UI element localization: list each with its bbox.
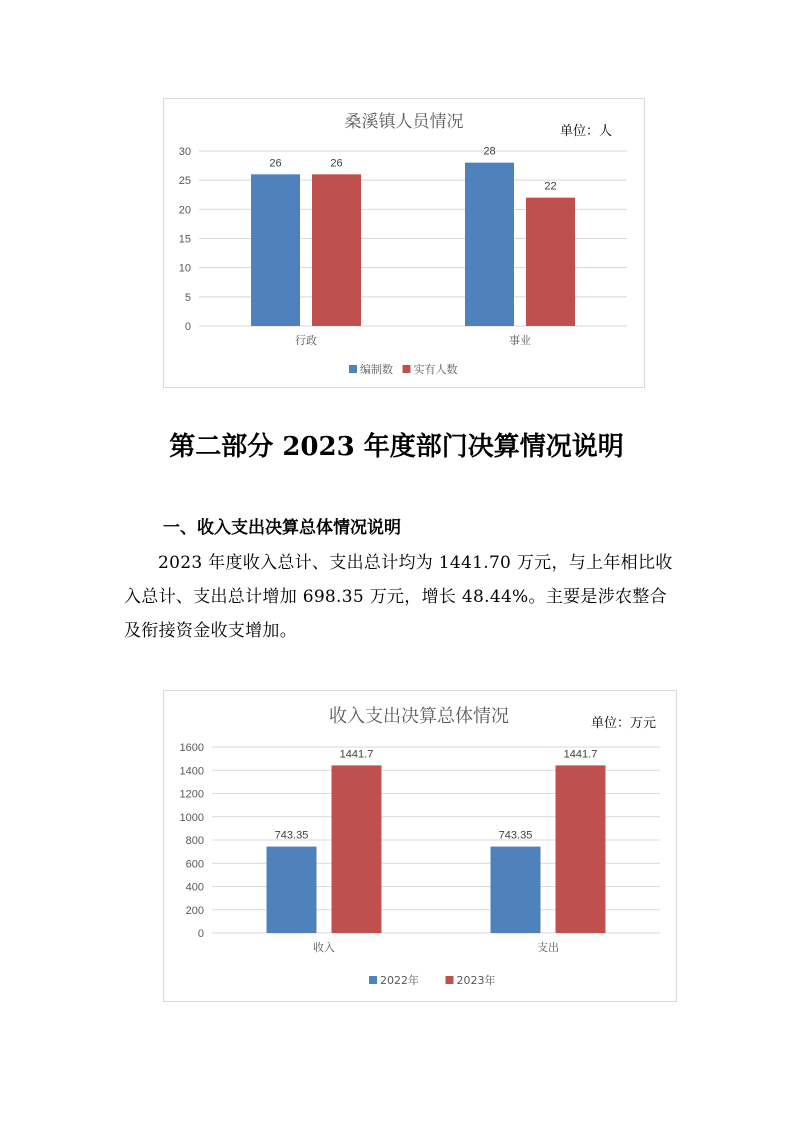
data-label: 743.35 bbox=[274, 829, 309, 842]
y-tick-label: 0 bbox=[197, 928, 204, 940]
y-tick-label: 30 bbox=[178, 146, 191, 158]
y-tick-label: 5 bbox=[184, 291, 191, 304]
y-tick-label: 1600 bbox=[179, 742, 204, 754]
legend-swatch bbox=[446, 976, 454, 984]
data-label: 26 bbox=[269, 157, 282, 170]
y-tick-label: 10 bbox=[178, 262, 191, 275]
y-tick-label: 200 bbox=[185, 904, 204, 917]
y-tick-label: 25 bbox=[178, 175, 191, 188]
income-expense-paragraph: 2023 年度收入总计、支出总计均为 1441.70 万元，与上年相比收入总计、支出总计增加 698.35 万元，增长 48.44%。主要是涉农整合及衔接资金收支增加。 bbox=[124, 553, 673, 641]
staff-chart-svg bbox=[164, 99, 644, 387]
y-tick-label: 600 bbox=[185, 858, 204, 871]
unit-label: 单位：万元 bbox=[590, 716, 656, 731]
bar-实有人数-行政 bbox=[312, 174, 361, 326]
bar-编制数-事业 bbox=[465, 163, 514, 326]
y-tick-label: 20 bbox=[178, 204, 191, 217]
bar-2023年-支出 bbox=[556, 765, 606, 933]
legend-label: 实有人数 bbox=[413, 363, 458, 376]
legend-swatch bbox=[369, 976, 377, 984]
income-expense-chart-svg bbox=[164, 691, 676, 1001]
bar-编制数-行政 bbox=[251, 174, 300, 326]
data-label: 22 bbox=[544, 180, 557, 193]
y-tick-label: 1000 bbox=[179, 811, 204, 824]
x-category-label: 支出 bbox=[537, 941, 559, 954]
data-label: 743.35 bbox=[498, 829, 533, 842]
y-tick-label: 0 bbox=[184, 321, 191, 333]
legend-label: 编制数 bbox=[360, 363, 393, 376]
chart-title: 收入支出决算总体情况 bbox=[329, 706, 509, 727]
x-category-label: 事业 bbox=[509, 334, 531, 347]
data-label: 26 bbox=[330, 157, 343, 170]
section-heading: 第二部分 2023 年度部门决算情况说明 bbox=[169, 432, 624, 462]
data-label: 1441.7 bbox=[563, 748, 598, 761]
data-label: 28 bbox=[483, 145, 496, 158]
legend-label: 2022年 bbox=[380, 974, 419, 987]
y-tick-label: 15 bbox=[178, 233, 191, 246]
bar-2022年-收入 bbox=[267, 847, 317, 933]
y-tick-label: 400 bbox=[185, 881, 204, 894]
legend-swatch bbox=[349, 365, 357, 373]
x-category-label: 收入 bbox=[313, 941, 335, 954]
legend-swatch bbox=[403, 365, 411, 373]
income-expense-chart bbox=[163, 690, 677, 1002]
income-expense-subheading: 一、收入支出决算总体情况说明 bbox=[163, 518, 401, 538]
y-tick-label: 1400 bbox=[179, 765, 204, 778]
x-category-label: 行政 bbox=[295, 334, 317, 347]
bar-实有人数-事业 bbox=[526, 198, 575, 326]
staff-chart bbox=[163, 98, 645, 388]
bar-2022年-支出 bbox=[491, 847, 541, 933]
data-label: 1441.7 bbox=[339, 748, 374, 761]
y-tick-label: 1200 bbox=[179, 788, 204, 801]
unit-label: 单位：人 bbox=[559, 124, 612, 139]
y-tick-label: 800 bbox=[185, 835, 204, 847]
chart-title: 桑溪镇人员情况 bbox=[344, 112, 464, 132]
legend-label: 2023年 bbox=[456, 974, 496, 987]
bar-2023年-收入 bbox=[332, 765, 382, 933]
